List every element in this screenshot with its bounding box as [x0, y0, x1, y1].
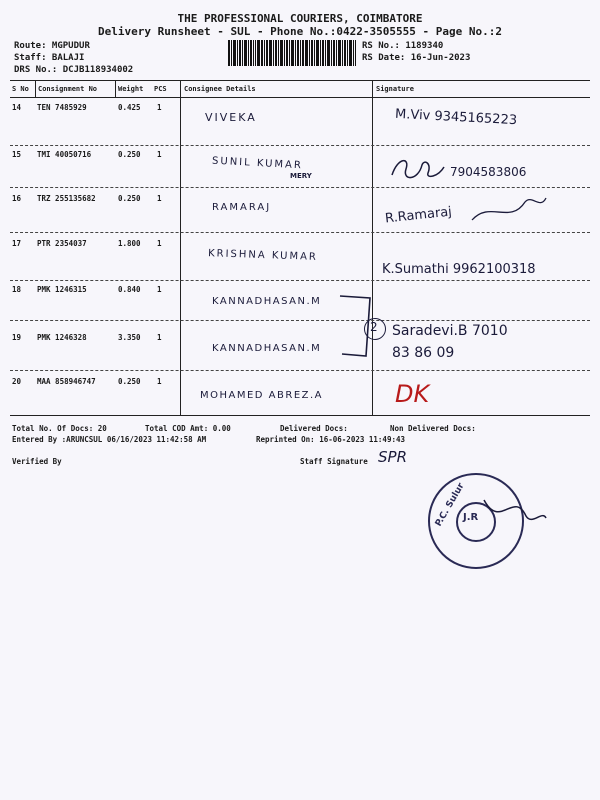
staff-signature: SPR [378, 448, 407, 466]
row-separator [10, 280, 590, 281]
row-sno: 18 [12, 285, 22, 294]
circled-number: 2 [370, 320, 378, 334]
table-header-rule [10, 97, 590, 98]
signature-scribble [388, 155, 448, 185]
runsheet-subtitle: Delivery Runsheet - SUL - Phone No.:0422-3505555 - Page No.:2 [98, 25, 502, 38]
col-header-signature: Signature [376, 85, 414, 93]
row-signature: DK [395, 380, 430, 408]
row-weight: 0.250 [118, 150, 141, 159]
row-separator [10, 232, 590, 233]
barcode [228, 40, 356, 66]
col-header-pcs: PCS [154, 85, 167, 93]
route-label: Route: MGPUDUR [14, 41, 90, 51]
row-consignee: SUNIL KUMAR [211, 155, 304, 172]
handwritten-note: MERY [290, 172, 312, 180]
row-consignment: PTR 2354037 [37, 239, 87, 248]
rs-date: RS Date: 16-Jun-2023 [362, 53, 471, 63]
row-consignment: TEN 7485929 [37, 103, 87, 112]
non-delivered-docs: Non Delivered Docs: [390, 424, 476, 433]
row-sno: 20 [12, 377, 22, 386]
row-weight: 0.250 [118, 194, 141, 203]
row-pcs: 1 [157, 194, 162, 203]
stamp-text: P.C. Sulur [433, 481, 467, 529]
row-consignment: PMK 1246315 [37, 285, 87, 294]
row-signature: M.Viv 9345165223 [394, 106, 518, 129]
row-sno: 16 [12, 194, 22, 203]
row-sno: 17 [12, 239, 22, 248]
row-consignee: KANNADHASAN.M [212, 296, 322, 307]
row-separator [10, 370, 590, 371]
row-consignment: TMI 40050716 [37, 150, 92, 159]
total-docs: Total No. Of Docs: 20 [12, 424, 107, 433]
row-consignee: KRISHNA KUMAR [207, 248, 319, 263]
total-cod: Total COD Amt: 0.00 [145, 424, 231, 433]
col-header-sno: S No [12, 85, 29, 93]
row-separator [10, 145, 590, 146]
col-header-weight: Weight [118, 85, 144, 93]
row-pcs: 1 [157, 333, 162, 342]
row-weight: 3.350 [118, 333, 141, 342]
entered-by: Entered By :ARUNCSUL 06/16/2023 11:42:58 AM [12, 435, 207, 444]
row-sno: 19 [12, 333, 22, 342]
signature-scribble [470, 190, 550, 230]
row-pcs: 1 [157, 150, 162, 159]
staff-label: Staff: BALAJI [14, 53, 85, 63]
col-divider [35, 80, 36, 97]
row-pcs: 1 [157, 285, 162, 294]
table-bottom-rule [10, 415, 590, 416]
row-pcs: 1 [157, 377, 162, 386]
col-divider [180, 80, 181, 415]
row-sno: 14 [12, 103, 22, 112]
row-signature: 7904583806 [450, 165, 527, 179]
delivered-docs: Delivered Docs: [280, 424, 348, 433]
row-sno: 15 [12, 150, 22, 159]
row-consignment: TRZ 255135682 [37, 194, 96, 203]
row-weight: 1.800 [118, 239, 141, 248]
col-header-consignment: Consignment No [38, 85, 98, 93]
row-weight: 0.250 [118, 377, 141, 386]
stamp-signature-scribble [480, 490, 550, 530]
row-weight: 0.840 [118, 285, 141, 294]
stamp-initials: J.R [463, 512, 479, 523]
row-pcs: 1 [157, 103, 162, 112]
col-header-consignee: Consignee Details [184, 85, 256, 93]
row-weight: 0.425 [118, 103, 141, 112]
row-consignment: PMK 1246328 [37, 333, 87, 342]
drs-number: DRS No.: DCJB118934002 [14, 65, 134, 75]
col-divider [115, 80, 116, 97]
row-consignee: VIVEKA [205, 111, 257, 124]
col-divider [372, 80, 373, 415]
row-signature: R.Ramaraj [384, 204, 453, 227]
row-consignee: KANNADHASAN.M [212, 343, 322, 354]
row-signature: K.Sumathi 9962100318 [382, 262, 536, 277]
company-title: THE PROFESSIONAL COURIERS, COIMBATORE [177, 12, 423, 25]
row-signature: Saradevi.B 7010 83 86 09 [392, 323, 508, 361]
table-top-rule [10, 80, 590, 81]
row-separator [10, 187, 590, 188]
row-consignee: MOHAMED ABREZ.A [200, 390, 324, 401]
row-consignee: RAMARAJ [212, 202, 272, 213]
row-pcs: 1 [157, 239, 162, 248]
rs-number: RS No.: 1189340 [362, 41, 444, 51]
verified-by-label: Verified By [12, 457, 62, 466]
row-consignment: MAA 858946747 [37, 377, 96, 386]
reprinted-on: Reprinted On: 16-06-2023 11:49:43 [256, 435, 406, 444]
staff-signature-label: Staff Signature [300, 457, 368, 466]
